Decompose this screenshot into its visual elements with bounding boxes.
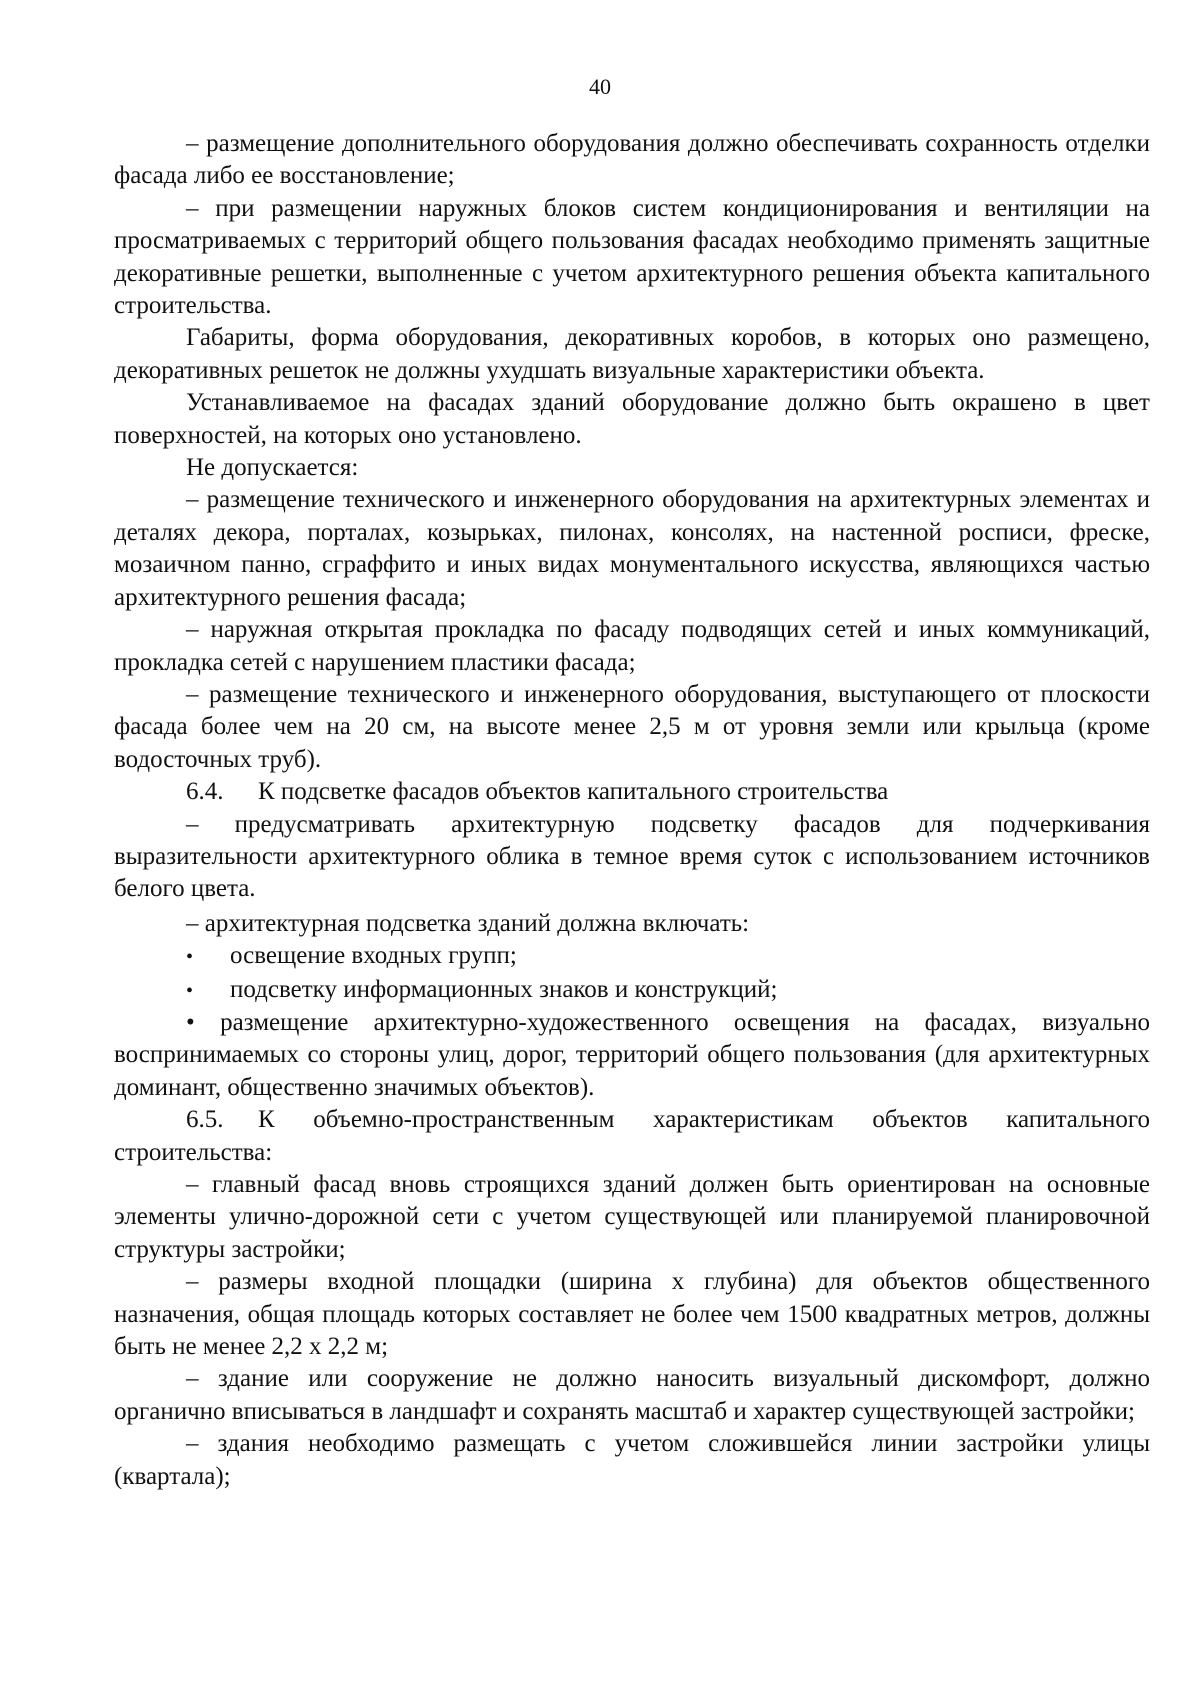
bullet-icon: • — [186, 946, 194, 969]
paragraph-dimensions: Габариты, форма оборудования, декоративных коробов, в которых оно размещено, декоративных решеток не должны ухудшать визуальные характеристики объекта. — [114, 324, 1150, 384]
paragraph-main-facade: – главный фасад вновь строящихся зданий должен быть ориентирован на основные элементы улично-дорожной сети с учетом существующей или планируемой планировочной структуры застройки; — [114, 1171, 1150, 1263]
section-6-5-number: 6.5. — [186, 1106, 224, 1134]
section-6-4 — [114, 776, 1150, 808]
bullet-icon: • — [186, 1008, 195, 1036]
paragraph-not-allowed-heading: Не допускается: — [186, 454, 359, 482]
paragraph-not-allowed-decor: – размещение технического и инженерного оборудования на архитектурных элементах и деталях декора, порталах, козырьках, пилонах, консолях, на настенной росписи, фреске, мозаичном панно, сграффито и иных видах монументального искусства, являющихся частью архитектурного решения фасада; — [114, 486, 1150, 611]
bullet-text: освещение входных групп; — [230, 942, 517, 970]
bullet-text: подсветку информационных знаков и конструкций; — [230, 975, 778, 1003]
paragraph-not-allowed-networks: – наружная открытая прокладка по фасаду подводящих сетей и иных коммуникаций, прокладка сетей с нарушением пластики фасада; — [114, 616, 1150, 676]
paragraph-paint-color: Устанавливаемое на фасадах зданий оборудование должно быть окрашено в цвет поверхностей, на которых оно установлено. — [114, 389, 1150, 449]
page-number: 40 — [589, 74, 611, 99]
section-6-4-title: К подсветке фасадов объектов капитального строительства — [258, 778, 889, 806]
paragraph-visual-comfort: – здание или сооружение не должно наносить визуальный дискомфорт, должно органично вписываться в ландшафт и сохранять масштаб и характер существующей застройки; — [114, 1365, 1150, 1425]
section-6-5-title: К объемно-пространственным характеристикам объектов капитального строительства: — [114, 1106, 1150, 1166]
paragraph-not-allowed-protrusion: – размещение технического и инженерного оборудования, выступающего от плоскости фасада более чем на 20 см, на высоте менее 2,5 м от уровня земли или крыльца (кроме водосточных труб). — [114, 680, 1150, 773]
paragraph-lighting-includes: – архитектурная подсветка зданий должна включать: — [186, 909, 750, 937]
document-body — [114, 128, 1150, 1493]
paragraph-entrance-platform: – размеры входной площадки (ширина х глубина) для объектов общественного назначения, общая площадь которых составляет не более чем 1500 квадратных метров, должны быть не менее 2,2 х 2,2 м; — [114, 1268, 1150, 1361]
bullet-item-facade-lighting — [114, 1007, 1150, 1104]
bullet-item-signs — [186, 974, 1150, 1007]
bullet-icon: • — [186, 979, 194, 1002]
paragraph-ac-grilles: – при размещении наружных блоков систем кондиционирования и вентиляции на просматриваемых с территорий общего пользования фасадах необходимо применять защитные декоративные решетки, выполненные с учетом архитектурного решения объекта капитального строительства. — [114, 194, 1150, 320]
bullet-item-entrances — [186, 940, 1150, 973]
paragraph-building-line: – здания необходимо размещать с учетом сложившейся линии застройки улицы (квартала); — [114, 1430, 1150, 1490]
bullet-text: размещение архитектурно-художественного освещения на фасадах, визуально воспринимаемых со стороны улиц, дорог, территорий общего пользования (для архитектурных доминант, общественно значимых объектов). — [114, 1008, 1151, 1101]
paragraph-equipment-finish: – размещение дополнительного оборудования должно обеспечивать сохранность отделки фасада либо ее восстановление; — [114, 130, 1150, 190]
paragraph-lighting-white: – предусматривать архитектурную подсветку фасадов для подчеркивания выразительности архитектурного облика в темное время суток с использованием источников белого цвета. — [114, 810, 1150, 903]
section-6-4-number: 6.4. — [186, 778, 224, 806]
section-6-5 — [114, 1104, 1150, 1169]
